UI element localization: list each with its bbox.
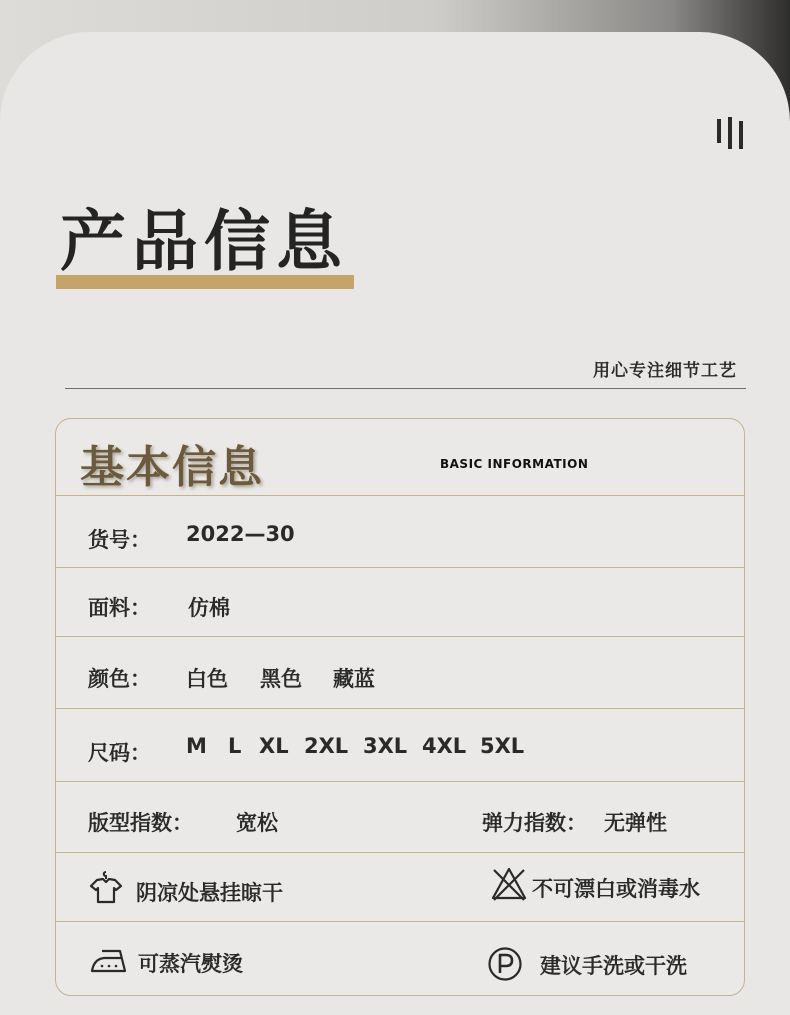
panel-header xyxy=(56,419,744,496)
color-value-white: 白色 xyxy=(186,667,228,691)
care-steam-iron: 可蒸汽熨烫 xyxy=(138,952,243,976)
size-label: 尺码： xyxy=(88,741,151,765)
divider xyxy=(65,388,746,389)
page-title: 产品信息 xyxy=(60,202,348,280)
size-5xl: 5XL xyxy=(480,734,525,758)
menu-bars-icon xyxy=(717,117,747,151)
care-hang-dry: 阴凉处悬挂晾干 xyxy=(136,881,283,905)
care-wash: 建议手洗或干洗 xyxy=(540,954,687,978)
row-care-2 xyxy=(56,922,744,995)
hang-dry-shirt-icon xyxy=(89,870,123,904)
size-m: M xyxy=(186,734,207,758)
care-no-bleach: 不可漂白或消毒水 xyxy=(532,877,700,901)
section-subtitle: BASIC INFORMATION xyxy=(440,457,589,471)
row-item-no xyxy=(56,496,744,568)
row-care-1 xyxy=(56,853,744,922)
color-label: 颜色： xyxy=(88,667,151,691)
size-4xl: 4XL xyxy=(422,734,467,758)
size-3xl: 3XL xyxy=(363,734,408,758)
item-no-label: 货号： xyxy=(88,528,151,552)
size-xl: XL xyxy=(259,734,289,758)
steam-iron-icon xyxy=(90,948,128,974)
row-color xyxy=(56,637,744,709)
row-fit-elastic xyxy=(56,782,744,853)
basic-info-panel xyxy=(55,418,745,996)
elastic-value: 无弹性 xyxy=(604,811,667,835)
color-value-black: 黑色 xyxy=(260,667,302,691)
section-title: 基本信息 xyxy=(80,442,264,493)
row-size xyxy=(56,709,744,782)
color-value-navy: 藏蓝 xyxy=(333,667,375,691)
elastic-label: 弹力指数： xyxy=(482,811,587,835)
no-bleach-icon xyxy=(490,866,528,902)
size-2xl: 2XL xyxy=(304,734,349,758)
item-no-value: 2022—30 xyxy=(186,522,295,546)
size-l: L xyxy=(228,734,242,758)
fit-label: 版型指数： xyxy=(88,811,193,835)
fit-value: 宽松 xyxy=(236,811,278,835)
slogan: 用心专注细节工艺 xyxy=(593,361,737,381)
fabric-label: 面料： xyxy=(88,596,151,620)
dry-clean-p-icon xyxy=(487,946,523,982)
row-fabric xyxy=(56,568,744,637)
fabric-value: 仿棉 xyxy=(188,596,230,620)
